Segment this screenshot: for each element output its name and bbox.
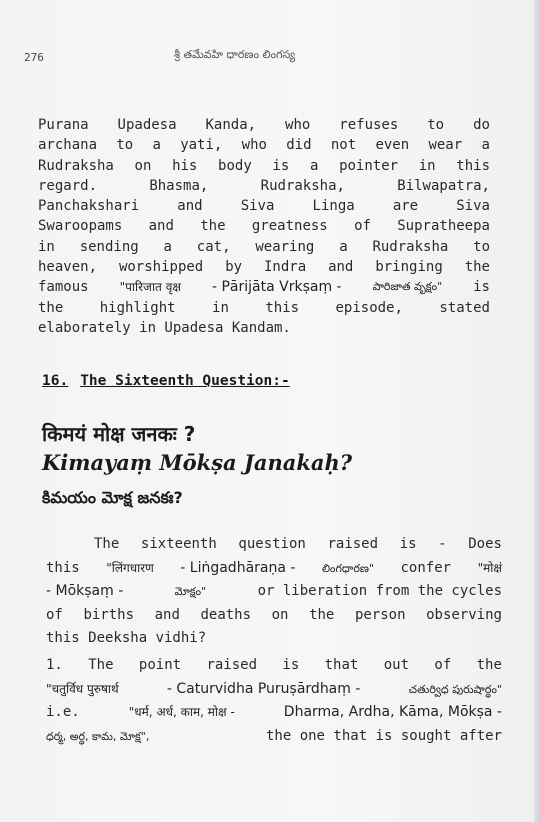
text-line-famous: famous "पारिजात वृक्ष - Pārijāta Vrkṣaṃ - పారిజాత వృక్షం" is (38, 277, 490, 297)
text-line: regard. Bhasma, Rudraksha, Bilwapatra, (38, 177, 490, 194)
text-line: archana to a yati, who did not even wear a (38, 137, 490, 154)
text-line: Swaroopams and the greatness of Supratheepa (38, 218, 490, 235)
telugu-term: ధర్మ, అర్థ, కామ, మోక్ష", (46, 729, 150, 743)
text-line: ధర్మ, అర్థ, కామ, మోక్ష", the one that is sought after (46, 725, 502, 749)
telugu-term: మోక్షం" (174, 585, 207, 598)
text-line: Rudraksha on his body is a pointer in this (38, 157, 490, 174)
paragraph-sixteenth-question (46, 533, 502, 651)
devanagari-term: "धर्म, अर्ध, काम, मोक्ष - (128, 705, 235, 719)
transliteration: - Mōkṣaṃ - (46, 583, 124, 599)
transliteration: - Pārijāta Vrkṣaṃ - (211, 279, 342, 296)
transliteration: - Liṅgadhāraṇa - (180, 559, 296, 576)
section-number: 16. (42, 373, 69, 389)
text-line: this Deeksha vidhi? (46, 630, 207, 646)
devanagari-term: "चतुर्विध पुरुषार्थ (46, 681, 119, 696)
page-number: 276 (24, 51, 44, 64)
devanagari-term: "पारिजात वृक्ष (119, 280, 181, 295)
text-line: i.e. "धर्म, अर्ध, काम, मोक्ष - Dharma, Ardha, Kāma, Mōkṣa - (46, 701, 502, 725)
text-line: heaven, worshipped by Indra and bringing the (38, 259, 490, 276)
text-line: in sending a cat, wearing a Rudraksha to (38, 238, 490, 255)
text-line: elaborately in Upadesa Kandam. (38, 319, 291, 336)
text-line: this "लिंगधारण - Liṅgadhāraṇa - లింగధారణ" confer "मोक्षं (46, 557, 502, 581)
devanagari-term: "मोक्षं (477, 560, 502, 575)
text-line: - Mōkṣaṃ - మోక్షం" or liberation from the cycles (46, 580, 502, 604)
question-transliteration: Kimayaṃ Mōkṣa Janakaḥ? (42, 450, 353, 475)
section-title: The Sixteenth Question:- (80, 373, 290, 389)
transliteration: Dharma, Ardha, Kāma, Mōkṣa - (283, 704, 502, 720)
section-heading (42, 373, 290, 389)
question-devanagari: किमयं मोक्ष जनकः ? (42, 422, 196, 446)
paragraph-upadesa-kanda (38, 115, 490, 338)
text-line: The sixteenth question raised is - Does (94, 536, 502, 552)
telugu-term: చతుర్విధ పురుషార్థం" (408, 682, 502, 696)
page-header (24, 46, 324, 66)
text-line: of births and deaths on the person observing (46, 606, 502, 623)
transliteration: - Caturvidha Puruṣārdhaṃ - (166, 680, 361, 697)
text-line: 1. The point raised is that out of the (46, 657, 502, 673)
question-telugu: కిమయం మోక్ష జనకః? (42, 488, 183, 507)
paragraph-point-one (46, 654, 502, 748)
devanagari-term: "लिंगधारण (106, 560, 154, 575)
text-line (46, 678, 502, 702)
telugu-term: లింగధారణ" (321, 561, 375, 575)
telugu-term: పారిజాత వృక్షం" (372, 280, 443, 294)
text-line: Panchakshari and Siva Linga are Siva (38, 198, 490, 215)
text-line: Purana Upadesa Kanda, who refuses to do (38, 117, 490, 133)
running-title: శ్రీ తమేవహి ధారణం లింగస్య (174, 48, 296, 61)
page-edge-shadow (534, 0, 540, 822)
text-line: the highlight in this episode, stated (38, 299, 490, 316)
